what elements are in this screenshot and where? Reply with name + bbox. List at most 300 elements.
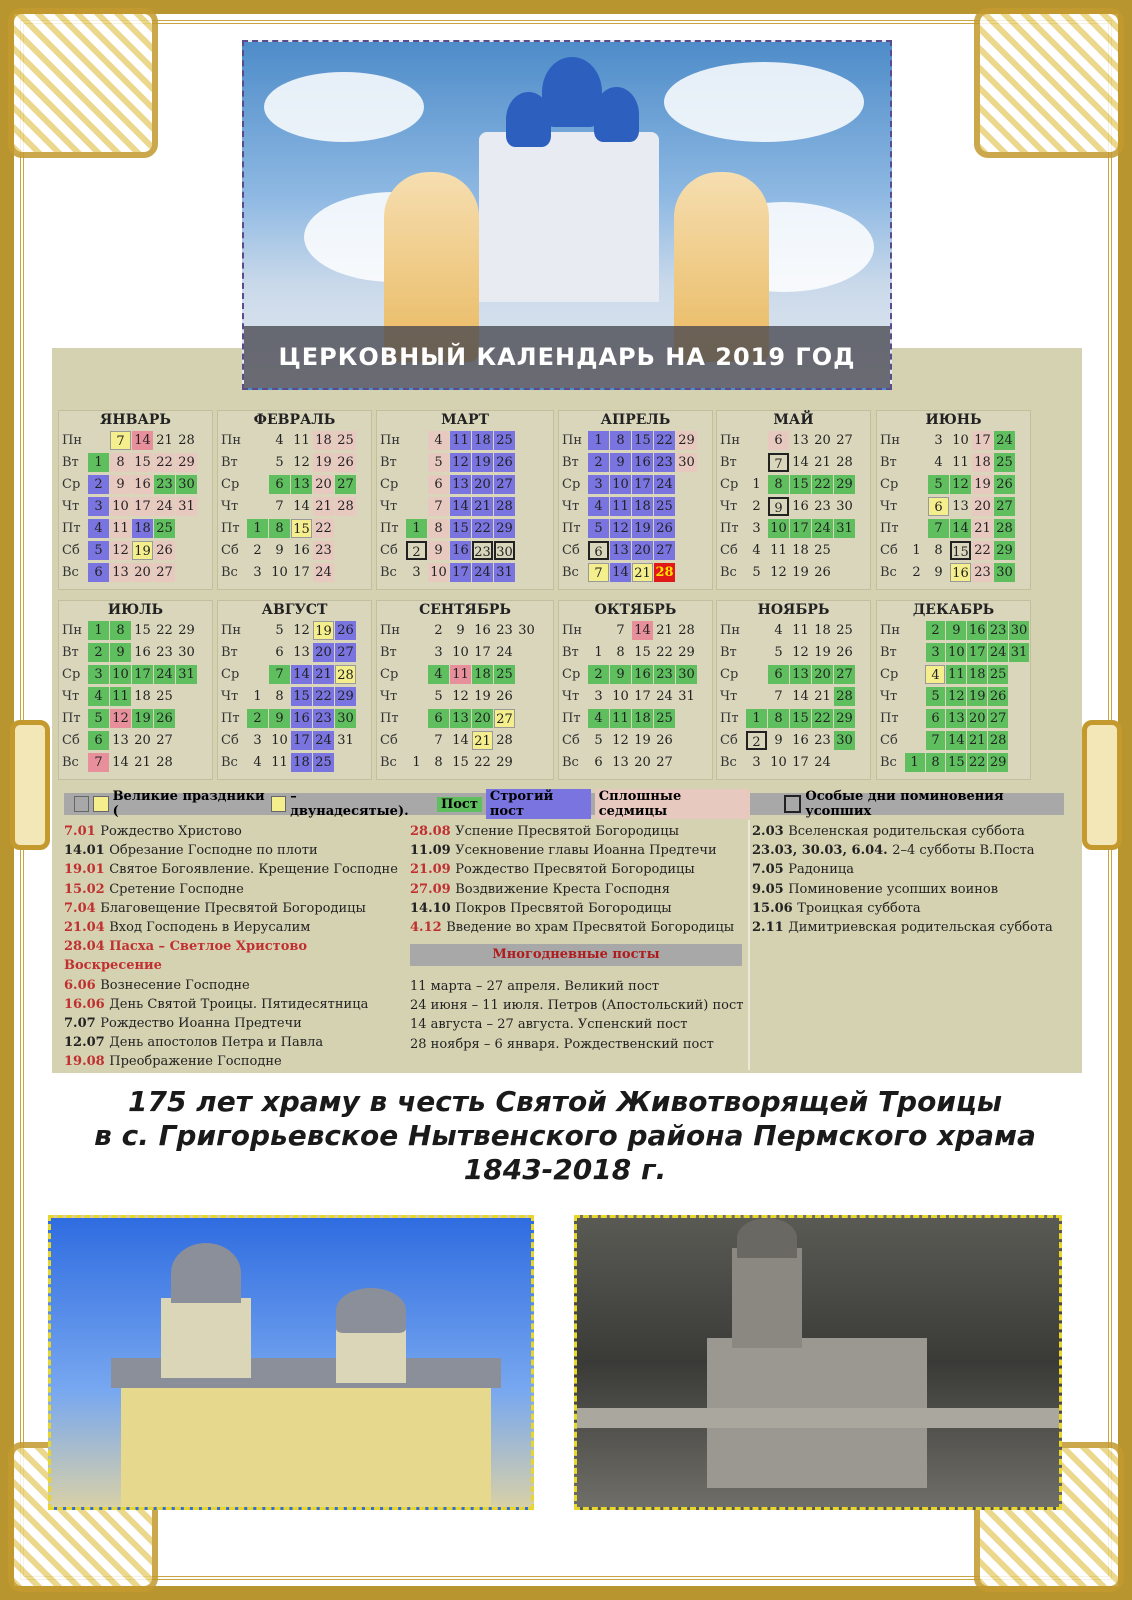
day-cell: 2 (88, 643, 109, 662)
legend-twelve-swatch-2 (271, 796, 286, 812)
weekday-label: Ср (62, 666, 81, 682)
day-cell: 31 (494, 563, 515, 582)
day-cell (905, 687, 925, 706)
day-cell: 13 (293, 644, 310, 660)
week-row (377, 495, 553, 517)
day-cell (176, 753, 197, 772)
day-cell: 6 (275, 644, 284, 660)
weekday-label: Вс (221, 564, 238, 580)
item-name: День Святой Троицы. Пятидесятница (109, 996, 369, 1012)
week-row (877, 495, 1030, 517)
item-name: Вознесение Господне (100, 977, 250, 993)
week-row (717, 619, 870, 641)
item-name: Радоница (788, 862, 854, 878)
month-1 (58, 410, 213, 590)
day-cell (335, 519, 356, 538)
day-cell: 9 (934, 564, 943, 580)
day-cell: 24 (496, 644, 513, 660)
month-10 (558, 600, 713, 780)
day-cell: 26 (814, 564, 831, 580)
day-cell: 1 (746, 709, 767, 728)
list-item (64, 995, 404, 1014)
day-cell: 9 (610, 665, 631, 684)
day-cell: 13 (450, 709, 471, 728)
day-cell: 11 (450, 665, 471, 684)
day-cell: 14 (610, 563, 631, 582)
month-6 (876, 410, 1031, 590)
day-cell: 11 (952, 454, 969, 470)
legend (64, 789, 1064, 819)
day-cell: 28 (678, 622, 695, 638)
day-cell: 26 (654, 519, 675, 538)
weekday-label: Пн (562, 622, 583, 638)
day-cell: 28 (836, 454, 853, 470)
weekday-label: Пт (380, 520, 399, 536)
day-cell (247, 621, 268, 640)
month-name: ДЕКАБРЬ (912, 602, 995, 618)
week-row (59, 663, 212, 685)
month-name: МАЙ (773, 412, 814, 428)
day-cell: 6 (88, 563, 109, 582)
day-cell: 12 (612, 732, 629, 748)
month-12 (876, 600, 1031, 780)
day-cell (746, 665, 767, 684)
day-cell: 5 (434, 688, 443, 704)
day-cell: 18 (134, 688, 151, 704)
week-row (877, 751, 1030, 773)
day-cell (905, 709, 925, 728)
day-cell (676, 731, 697, 750)
list-item (410, 899, 745, 918)
weekday-label: Пт (221, 520, 240, 536)
day-cell: 29 (178, 622, 195, 638)
week-row (877, 707, 1030, 729)
weekday-label: Ср (221, 666, 240, 682)
week-row (59, 429, 212, 451)
day-cell: 31 (337, 732, 354, 748)
item-date: 7.07 (64, 1016, 101, 1032)
week-row (218, 751, 371, 773)
week-row (717, 451, 870, 473)
month-name: ЯНВАРЬ (100, 412, 171, 428)
day-cell: 21 (472, 497, 493, 516)
day-cell: 3 (934, 432, 943, 448)
day-cell: 12 (110, 541, 131, 560)
day-cell (247, 665, 268, 684)
church-illustration (479, 132, 659, 302)
day-cell: 16 (450, 541, 471, 560)
day-cell: 8 (768, 709, 789, 728)
weekday-label: Вс (221, 754, 238, 770)
day-cell (1009, 665, 1029, 684)
weekday-label: Вт (880, 644, 897, 660)
day-cell: 4 (925, 665, 945, 684)
day-cell: 12 (610, 519, 631, 538)
list-item (64, 822, 404, 841)
week-row (218, 473, 371, 495)
day-cell: 21 (472, 731, 493, 750)
day-cell: 3 (253, 732, 262, 748)
week-row (559, 641, 712, 663)
week-row (59, 729, 212, 751)
day-cell: 22 (474, 754, 491, 770)
day-cell: 28 (494, 497, 515, 516)
day-cell (335, 541, 356, 560)
day-cell (906, 497, 927, 516)
day-cell: 15 (950, 541, 971, 560)
day-cell: 2 (588, 453, 609, 472)
week-row (377, 451, 553, 473)
weekday-label: Вс (720, 564, 737, 580)
week-row (218, 561, 371, 583)
day-cell: 6 (269, 475, 290, 494)
day-cell: 13 (952, 498, 969, 514)
day-cell: 31 (834, 519, 855, 538)
month-4 (558, 410, 713, 590)
weekday-label: Сб (720, 542, 738, 558)
weekday-label: Ср (62, 476, 81, 492)
weekday-label: Вт (880, 454, 897, 470)
legend-great-swatch (74, 796, 89, 812)
day-cell: 12 (110, 709, 131, 728)
day-cell: 21 (972, 519, 993, 538)
day-cell: 28 (178, 432, 195, 448)
day-cell: 26 (154, 541, 175, 560)
week-row (218, 685, 371, 707)
month-5 (716, 410, 871, 590)
week-row (59, 473, 212, 495)
day-cell: 23 (154, 475, 175, 494)
day-cell: 2 (88, 475, 109, 494)
day-cell: 16 (132, 475, 153, 494)
day-cell: 25 (994, 453, 1015, 472)
week-row (377, 619, 553, 641)
day-cell: 18 (472, 431, 493, 450)
weekday-label: Чт (720, 688, 738, 704)
day-cell: 3 (253, 564, 262, 580)
month-name: ФЕВРАЛЬ (253, 412, 336, 428)
day-cell (406, 453, 427, 472)
day-cell: 3 (752, 754, 761, 770)
day-cell: 6 (428, 709, 449, 728)
day-cell: 30 (335, 709, 356, 728)
weekday-label: Чт (880, 498, 898, 514)
weekday-label: Пт (380, 710, 399, 726)
day-cell: 31 (176, 665, 197, 684)
item-date: 4.12 (410, 920, 447, 936)
day-cell: 5 (275, 454, 284, 470)
week-row (59, 495, 212, 517)
day-cell (516, 753, 537, 772)
day-cell: 22 (154, 453, 175, 472)
day-cell: 13 (610, 541, 631, 560)
day-cell: 4 (934, 454, 943, 470)
list-item (410, 822, 745, 841)
day-cell: 4 (253, 754, 262, 770)
day-cell (406, 621, 427, 640)
day-cell: 15 (790, 475, 811, 494)
day-cell: 2 (434, 622, 443, 638)
list-item (64, 1014, 404, 1033)
day-cell: 18 (972, 453, 993, 472)
item-date: 11.09 (410, 843, 456, 859)
week-row (377, 429, 553, 451)
day-cell: 11 (770, 542, 787, 558)
week-row (877, 517, 1030, 539)
day-cell: 9 (774, 732, 783, 748)
weekday-label: Чт (380, 498, 398, 514)
day-cell: 8 (110, 453, 131, 472)
day-cell: 17 (293, 564, 310, 580)
day-cell: 15 (632, 431, 653, 450)
week-row (717, 517, 870, 539)
day-cell: 21 (632, 563, 653, 582)
day-cell (516, 687, 537, 706)
day-cell: 28 (496, 732, 513, 748)
day-cell: 5 (428, 453, 449, 472)
item-name: Успение Пресвятой Богородицы (455, 824, 679, 839)
weekday-label: Ср (880, 666, 899, 682)
weekday-label: Пн (62, 432, 83, 448)
week-row (559, 751, 712, 773)
day-cell: 8 (610, 431, 631, 450)
day-cell: 29 (496, 754, 513, 770)
weekday-label: Пт (221, 710, 240, 726)
post-item: 11 марта – 27 апреля. Великий пост (410, 979, 660, 994)
day-cell: 3 (88, 497, 109, 516)
week-row (717, 685, 870, 707)
church-photo-historic (574, 1215, 1062, 1510)
legend-special: Особые дни поминовения усопших (805, 789, 1004, 819)
day-cell: 9 (269, 709, 290, 728)
month-name: МАРТ (441, 412, 489, 428)
day-cell: 11 (610, 497, 631, 516)
day-cell: 25 (156, 688, 173, 704)
day-cell: 28 (989, 732, 1007, 748)
day-cell: 2 (746, 731, 767, 750)
day-cell: 15 (948, 754, 965, 770)
day-cell: 10 (948, 644, 965, 660)
week-row (59, 641, 212, 663)
day-cell: 8 (934, 542, 943, 558)
day-cell: 6 (768, 665, 789, 684)
day-cell: 7 (926, 731, 946, 750)
day-cell: 6 (768, 431, 789, 450)
day-cell (247, 643, 268, 662)
day-cell: 20 (632, 541, 653, 560)
week-row (877, 473, 1030, 495)
day-cell (676, 497, 697, 516)
day-cell: 28 (156, 754, 173, 770)
day-cell: 15 (634, 644, 651, 660)
day-cell: 1 (594, 644, 603, 660)
day-cell: 26 (154, 709, 175, 728)
day-cell (176, 563, 197, 582)
day-cell: 1 (88, 453, 109, 472)
day-cell: 13 (110, 563, 131, 582)
weekday-label: Вт (562, 454, 579, 470)
week-row (559, 561, 712, 583)
item-date: 16.06 (64, 996, 110, 1012)
day-cell: 14 (112, 754, 129, 770)
day-cell (676, 519, 697, 538)
day-cell: 24 (814, 754, 831, 770)
weekday-label: Вт (380, 454, 397, 470)
day-cell: 1 (412, 754, 421, 770)
weekday-label: Сб (380, 542, 398, 558)
day-cell: 7 (434, 732, 443, 748)
week-row (559, 451, 712, 473)
legend-special-swatch (784, 795, 801, 813)
day-cell: 10 (952, 432, 969, 448)
day-cell: 20 (313, 643, 334, 662)
day-cell: 12 (950, 475, 971, 494)
day-cell: 9 (456, 622, 465, 638)
day-cell: 13 (790, 665, 811, 684)
day-cell: 19 (474, 688, 491, 704)
day-cell (1009, 687, 1029, 706)
weekday-label: Сб (62, 732, 80, 748)
day-cell: 29 (176, 453, 197, 472)
item-name: 2–4 субботы В.Поста (892, 843, 1035, 859)
day-cell: 3 (412, 564, 421, 580)
day-cell: 21 (814, 454, 831, 470)
weekday-label: Вс (380, 754, 397, 770)
day-cell: 30 (836, 498, 853, 514)
day-cell: 2 (247, 709, 268, 728)
item-date: 12.07 (64, 1035, 110, 1051)
day-cell: 26 (335, 453, 356, 472)
weekday-label: Чт (380, 688, 398, 704)
day-cell: 24 (994, 431, 1015, 450)
day-cell: 14 (950, 519, 971, 538)
weekday-label: Ср (880, 476, 899, 492)
day-cell: 25 (494, 665, 515, 684)
day-cell: 16 (291, 709, 312, 728)
day-cell: 21 (814, 688, 831, 704)
day-cell: 17 (632, 475, 653, 494)
day-cell: 1 (905, 753, 925, 772)
day-cell (905, 731, 925, 750)
list-item (64, 841, 404, 860)
day-cell: 7 (774, 688, 783, 704)
day-cell (247, 453, 268, 472)
day-cell: 15 (452, 754, 469, 770)
weekday-label: Чт (720, 498, 738, 514)
day-cell: 11 (271, 754, 288, 770)
day-cell: 20 (472, 709, 493, 728)
day-cell: 24 (654, 475, 675, 494)
day-cell: 17 (790, 519, 811, 538)
day-cell (406, 497, 427, 516)
item-name: Благовещение Пресвятой Богородицы (100, 900, 366, 916)
legend-twelve-label: – двунадесятые). (290, 789, 409, 819)
weekday-label: Вт (221, 644, 238, 660)
week-row (377, 707, 553, 729)
day-cell: 18 (472, 665, 493, 684)
day-cell (176, 519, 197, 538)
day-cell: 26 (836, 644, 853, 660)
day-cell: 19 (132, 709, 153, 728)
weekday-label: Вт (720, 454, 737, 470)
weekday-label: Вт (380, 644, 397, 660)
day-cell: 20 (313, 475, 334, 494)
day-cell: 9 (110, 643, 131, 662)
day-cell: 30 (494, 541, 515, 560)
day-cell: 25 (494, 431, 515, 450)
weekday-label: Вт (62, 644, 79, 660)
week-row (877, 451, 1030, 473)
day-cell: 13 (450, 475, 471, 494)
day-cell: 2 (912, 564, 921, 580)
weekday-label: Вс (720, 754, 737, 770)
day-cell: 22 (313, 519, 334, 538)
day-cell: 11 (293, 432, 310, 448)
day-cell (516, 731, 537, 750)
day-cell: 18 (792, 542, 809, 558)
weekday-label: Вс (562, 754, 579, 770)
day-cell: 30 (676, 453, 697, 472)
item-date: 19.08 (64, 1054, 110, 1070)
day-cell: 22 (812, 475, 833, 494)
item-date: 2.03 (752, 824, 789, 839)
day-cell: 4 (588, 709, 609, 728)
day-cell: 18 (291, 753, 312, 772)
weekday-label: Ср (562, 476, 581, 492)
day-cell (335, 563, 356, 582)
day-cell: 28 (655, 564, 674, 580)
week-row (377, 751, 553, 773)
day-cell (176, 541, 197, 560)
day-cell: 8 (110, 621, 131, 640)
week-row (717, 707, 870, 729)
weekday-label: Ср (380, 476, 399, 492)
day-cell: 14 (291, 665, 312, 684)
day-cell: 21 (156, 432, 173, 448)
day-cell: 1 (406, 519, 427, 538)
weekday-label: Вт (62, 454, 79, 470)
weekday-label: Вс (880, 564, 897, 580)
weekday-label: Пн (62, 622, 83, 638)
item-name: Троицкая суббота (797, 900, 921, 916)
post-item: 28 ноября – 6 января. Рождественский пост (410, 1036, 714, 1052)
day-cell: 27 (654, 541, 675, 560)
posts-heading: Многодневные посты (410, 944, 742, 966)
week-row (59, 451, 212, 473)
week-row (717, 641, 870, 663)
day-cell: 27 (994, 497, 1015, 516)
day-cell: 27 (494, 709, 515, 728)
list-item (410, 860, 745, 879)
day-cell: 16 (632, 665, 653, 684)
week-row (559, 663, 712, 685)
week-row (218, 539, 371, 561)
day-cell (906, 519, 927, 538)
day-cell: 9 (275, 542, 284, 558)
weekday-label: Сб (880, 732, 898, 748)
day-cell (406, 709, 427, 728)
day-cell: 13 (948, 710, 965, 726)
day-cell: 14 (450, 497, 471, 516)
weekday-label: Пн (221, 622, 242, 638)
day-cell: 5 (88, 709, 109, 728)
day-cell (906, 453, 927, 472)
day-cell: 16 (792, 732, 809, 748)
week-row (377, 685, 553, 707)
weekday-label: Пн (221, 432, 242, 448)
item-date: 28.04 (64, 939, 110, 955)
day-cell: 26 (496, 688, 513, 704)
